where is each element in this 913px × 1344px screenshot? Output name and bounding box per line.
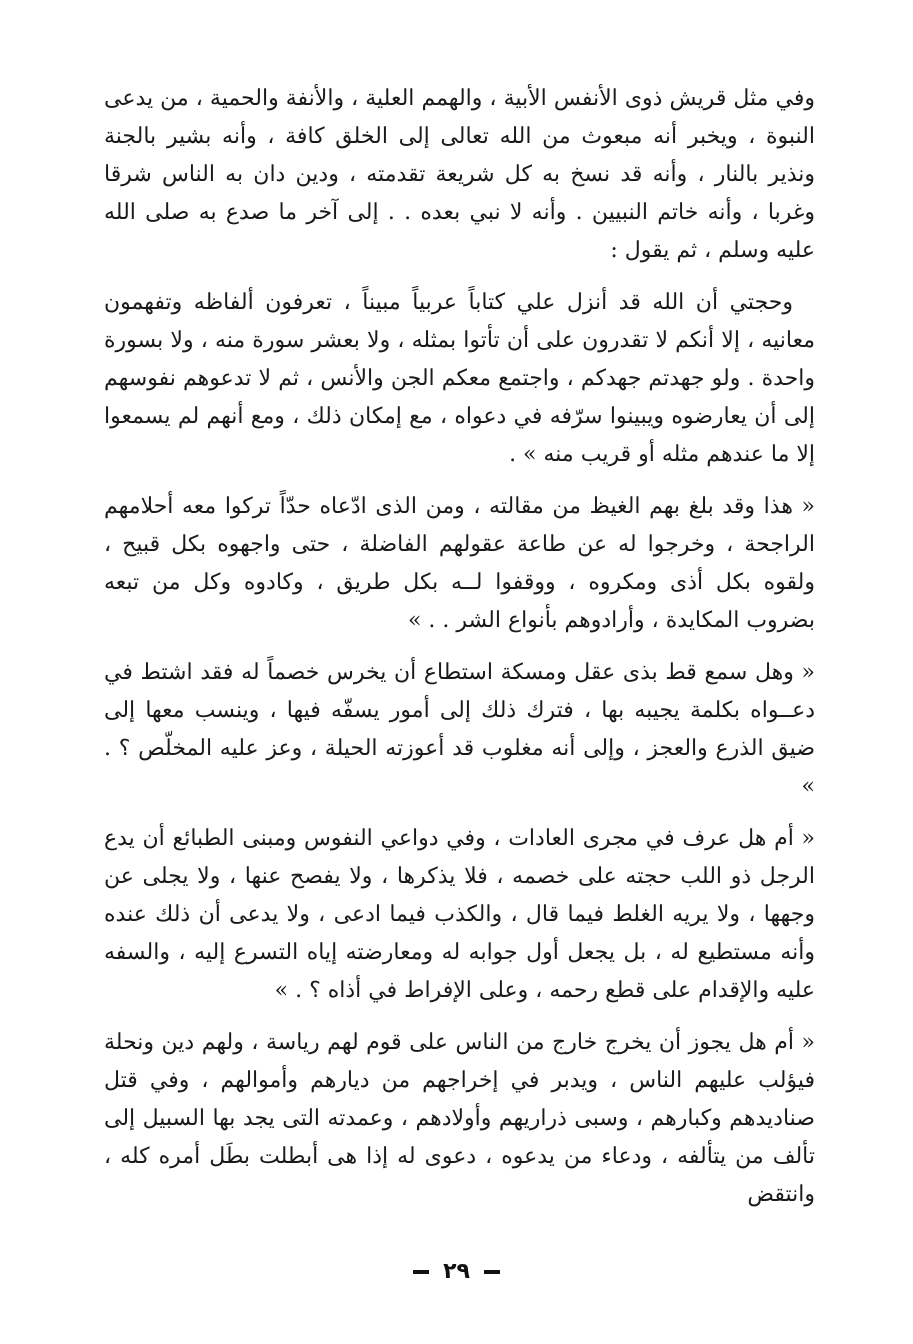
paragraph-6: « أم هل يجوز أن يخرج خارج من الناس على قوم لهم رياسة ، ولهم دين ونحلة فيؤلب عليهم الناس ، ويدبر في إخراجهم من ديارهم وأموالهم ، وفي قتل صناديدهم وكبارهم ، وسبى ذراريهم وأولادهم ، وعمدته التى يجد بها السبيل إلى تألف من يتألفه ، ودعاء من يدعوه ، دعوى له إذا هى أبطلت بطَل أمره كله ، وانتقض — [104, 1030, 815, 1207]
page-number-dash-left — [413, 1270, 429, 1274]
page-number — [0, 1259, 913, 1284]
paragraph-5: « أم هل عرف في مجرى العادات ، وفي دواعي النفوس ومبنى الطبائع أن يدع الرجل ذو اللب حجته على خصمه ، فلا يذكرها ، ولا يفصح عنها ، ولا يجلى عن وجهها ، ولا يريه الغلط فيما قال ، والكذب فيما ادعى ، ولا يدعى أن ذلك عنده وأنه مستطيع له ، بل يجعل أول جوابه له ومعارضته إياه التسرع إليه ، والسفه عليه والإقدام على قطع رحمه ، وعلى الإفراط في أذاه ؟ . » — [104, 826, 815, 1003]
paragraph-4: « وهل سمع قط بذى عقل ومسكة استطاع أن يخرس خصماً له فقد اشتط في دعــواه بكلمة يجيبه بها ، فترك ذلك إلى أمور يسفّه فيها ، وينسب معها إلى ضيق الذرع والعجز ، وإلى أنه مغلوب قد أعوزته الحيلة ، وعز عليه المخلّص ؟ . » — [104, 660, 815, 799]
paragraph-2: وحجتي أن الله قد أنزل علي كتاباً عربياً مبيناً ، تعرفون ألفاظه وتفهمون معانيه ، إلا أنكم لا تقدرون على أن تأتوا بمثله ، ولا بعشر سورة منه ، ولا بسورة واحدة . ولو جهدتم جهدكم ، واجتمع معكم الجن والأنس ، ثم لا تدعوهم نفوسهم إلى أن يعارضوه ويبينوا سرّفه في دعواه ، مع إمكان ذلك ، ومع أنهم لم يسمعوا إلا ما عندهم مثله أو قريب منه » . — [104, 290, 815, 467]
paragraph-1: وفي مثل قريش ذوى الأنفس الأبية ، والهمم العلية ، والأنفة والحمية ، من يدعى النبوة ، ويخبر أنه مبعوث من الله تعالى إلى الخلق كافة ، وأنه بشير بالجنة ونذير بالنار ، وأنه قد نسخ به كل شريعة تقدمته ، ودين دان به الناس شرقا وغربا ، وأنه خاتم النبيين . وأنه لا نبي بعده . . إلى آخر ما صدع به صلى الله عليه وسلم ، ثم يقول : — [104, 86, 815, 263]
paragraph-3: « هذا وقد بلغ بهم الغيظ من مقالته ، ومن الذى ادّعاه حدّاً تركوا معه أحلامهم الراجحة ، وخرجوا له عن طاعة عقولهم الفاضلة ، حتى واجهوه بكل قبيح ، ولقوه بكل أذى ومكروه ، ووقفوا لــه بكل طريق ، وكادوه وكل من تبعه بضروب المكايدة ، وأرادوهم بأنواع الشر . . » — [104, 494, 815, 633]
page-number-label: ٢٩ — [443, 1259, 470, 1284]
body-text — [104, 80, 815, 1214]
page-number-dash-right — [484, 1270, 500, 1274]
